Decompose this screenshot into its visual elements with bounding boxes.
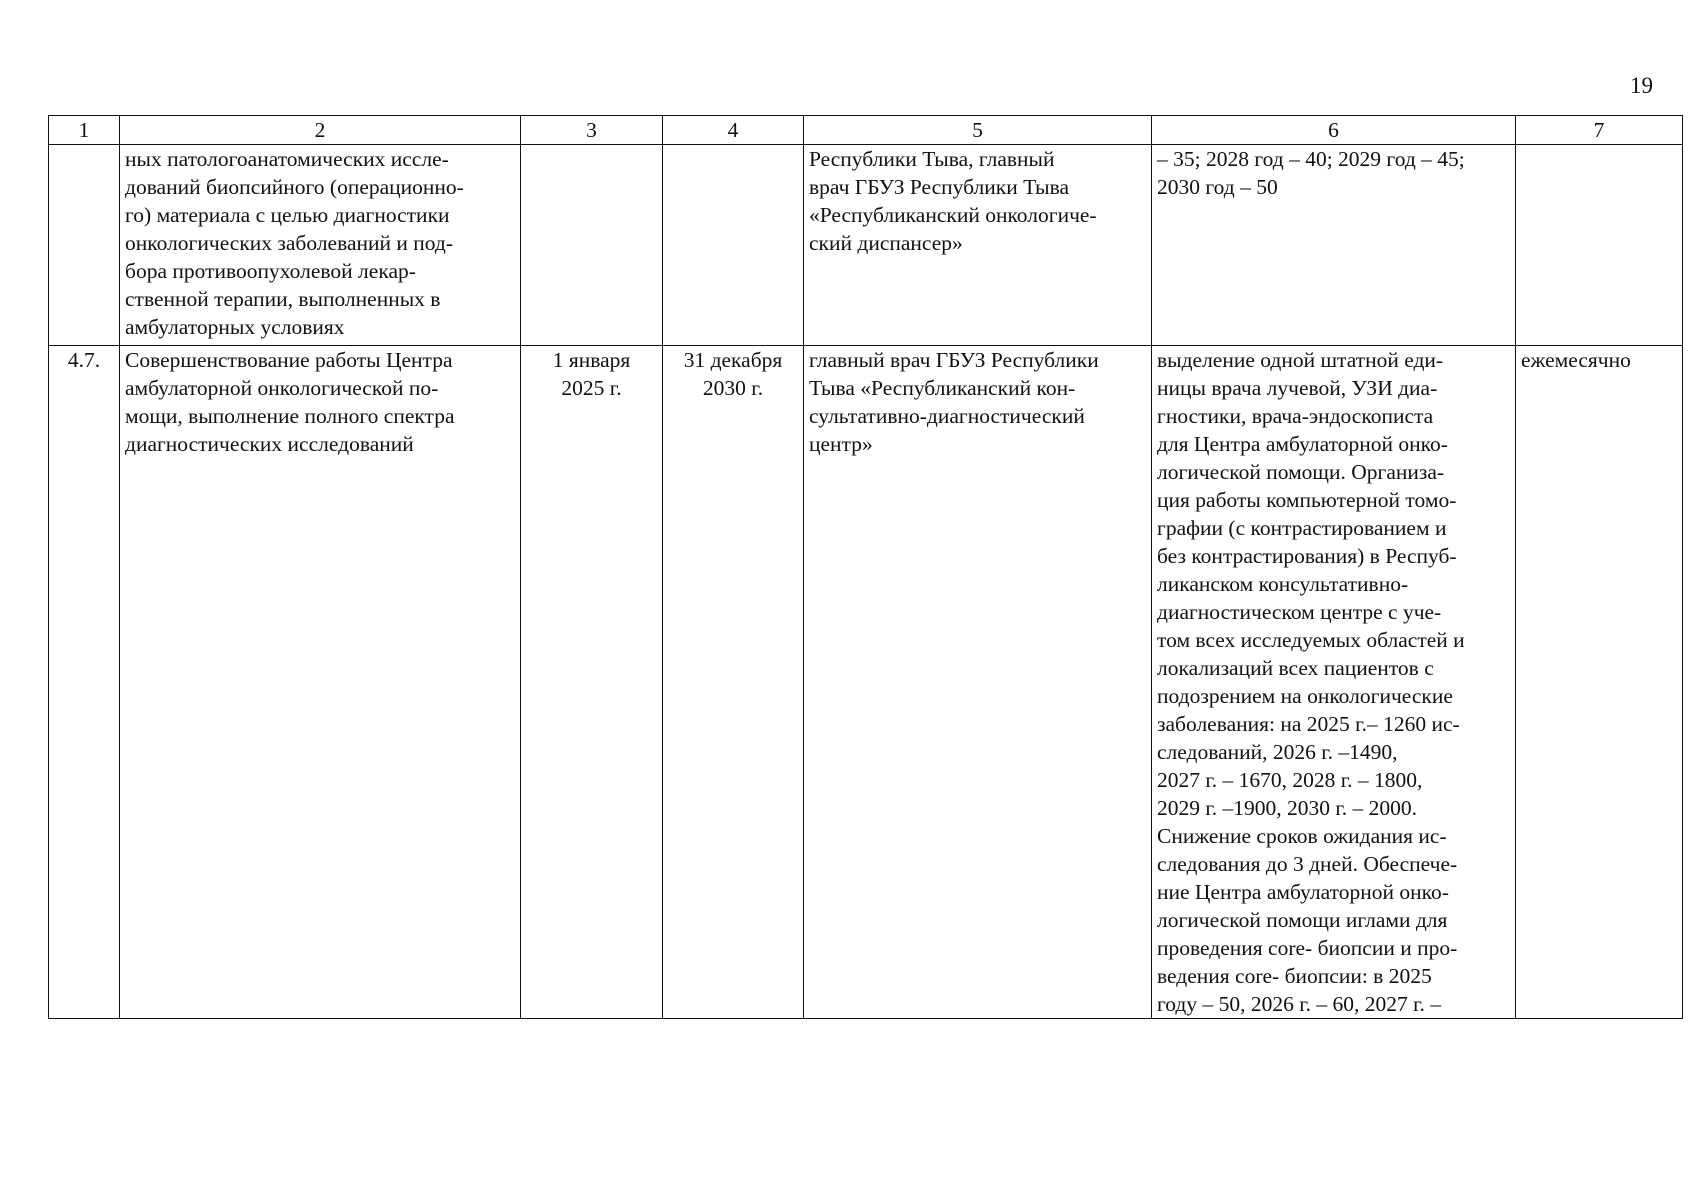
result-text: выделение одной штатной еди- ницы врача лучевой, УЗИ диа- гностики, врача-эндоскописта для Центра амбулаторной онко- логической помощи. Организа- ция работы компьютерной томо- графии (с контрастированием и без контрастирования) в Респуб- ликанском консультативно- диагностическом центре с уче- том всех исследуемых областей и локализаций всех пациентов с подозрением на онкологические заболевания: на 2025 г.– 1260 ис- следований, 2026 г. –1490, 2027 г. – 1670, 2028 г. – 1800, 2029 г. –1900, 2030 г. – 2000. Снижение сроков ожидания ис- следования до 3 дней. Обеспече- ние Центра амбулаторной онко- логической помощи иглами для проведения core- биопсии и про- ведения core- биопсии: в 2025 году – 50, 2026 г. – 60, 2027 г. – xyxy=(1157,348,1465,1016)
table-header-row xyxy=(49,116,1683,145)
end-date-cell xyxy=(663,145,804,346)
end-date: 31 декабря 2030 г. xyxy=(683,348,783,400)
column-header-5: 5 xyxy=(804,116,1152,145)
start-date: 1 января 2025 г. xyxy=(552,348,631,400)
column-header-3: 3 xyxy=(521,116,663,145)
page-number: 19 xyxy=(1630,73,1653,98)
row-number-cell xyxy=(49,346,120,1019)
activity-text: ных патологоанатомических иссле- дований биопсийного (операционно- го) материала с целью диагностики онкологических заболеваний и под- бора противоопухолевой лекар- ственной терапии, выполненных в амбулаторных условиях xyxy=(125,147,464,339)
column-header-4: 4 xyxy=(663,116,804,145)
activity-cell xyxy=(120,346,521,1019)
result-cell xyxy=(1152,145,1516,346)
frequency-cell xyxy=(1516,346,1683,1019)
start-date-cell xyxy=(521,346,663,1019)
responsible-text: Республики Тыва, главный врач ГБУЗ Республики Тыва «Республиканский онкологиче- ский диспансер» xyxy=(809,147,1097,255)
column-header-1: 1 xyxy=(49,116,120,145)
responsible-cell xyxy=(804,346,1152,1019)
result-cell xyxy=(1152,346,1516,1019)
plan-table xyxy=(48,115,1683,1019)
column-header-7: 7 xyxy=(1516,116,1683,145)
responsible-cell xyxy=(804,145,1152,346)
table-row xyxy=(49,346,1683,1019)
activity-cell xyxy=(120,145,521,346)
row-number: 4.7. xyxy=(67,348,101,372)
responsible-text: главный врач ГБУЗ Республики Тыва «Республиканский кон- сультативно-диагностический центр» xyxy=(809,348,1099,456)
start-date-cell xyxy=(521,145,663,346)
column-header-6: 6 xyxy=(1152,116,1516,145)
result-text: – 35; 2028 год – 40; 2029 год – 45; 2030 год – 50 xyxy=(1157,147,1465,199)
end-date-cell xyxy=(663,346,804,1019)
activity-text: Совершенствование работы Центра амбулаторной онкологической по- мощи, выполнение полного спектра диагностических исследований xyxy=(125,348,455,456)
column-header-2: 2 xyxy=(120,116,521,145)
table-row xyxy=(49,145,1683,346)
frequency-text: ежемесячно xyxy=(1521,348,1631,372)
frequency-cell xyxy=(1516,145,1683,346)
row-number-cell xyxy=(49,145,120,346)
